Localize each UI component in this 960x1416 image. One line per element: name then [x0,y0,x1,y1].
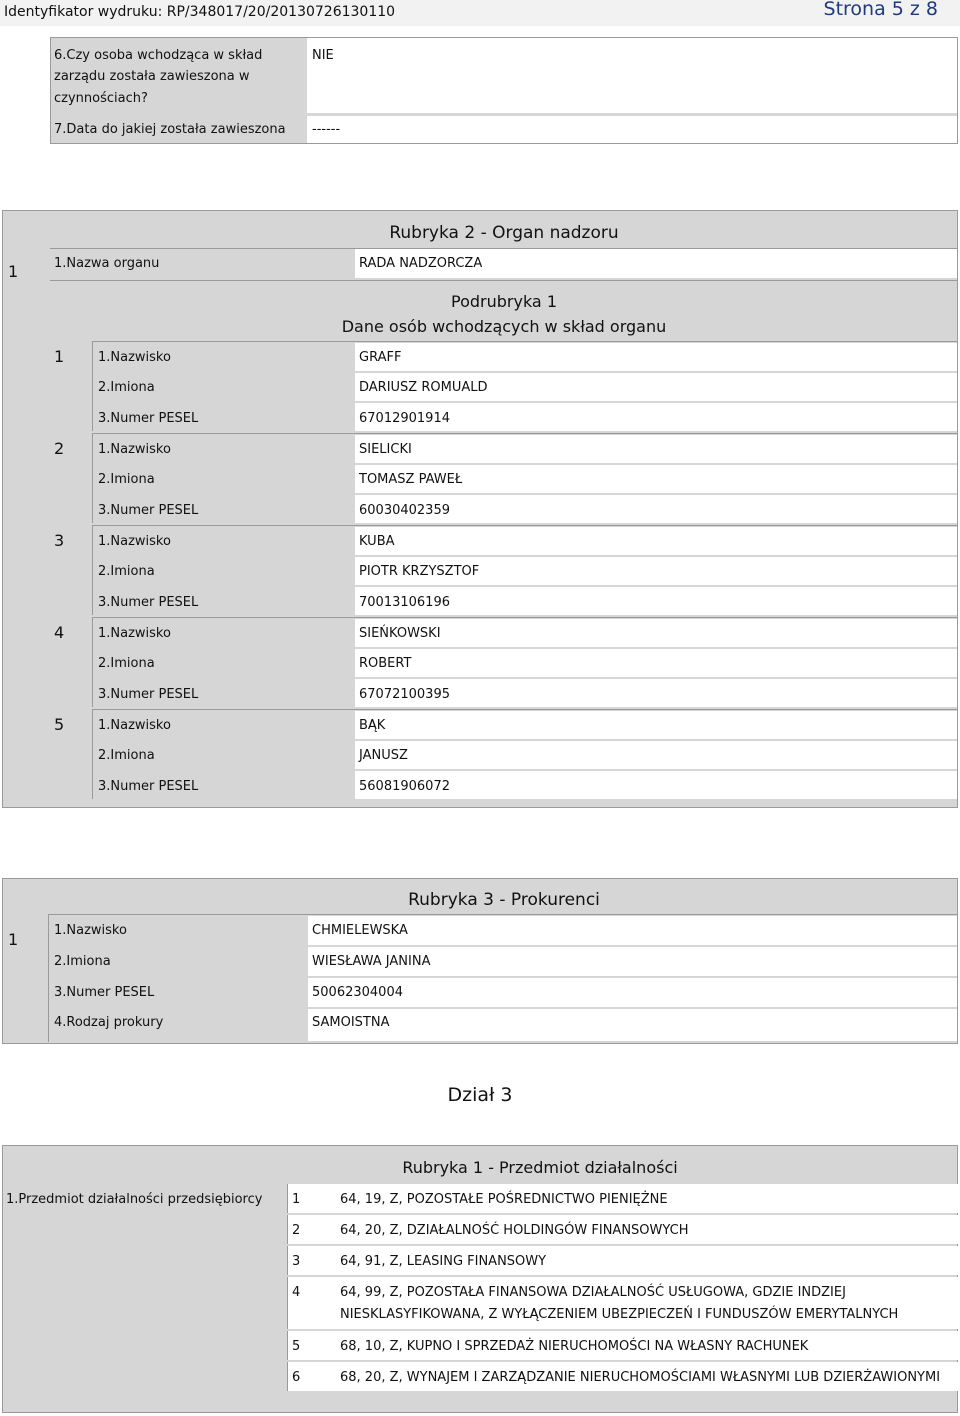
activity-text: 64, 91, Z, LEASING FINANSOWY [340,1254,547,1269]
prok-pesel-cell [308,978,957,1007]
person-surname-label: 1.Nazwisko [98,626,171,641]
q7-value: ------ [312,122,341,137]
person-surname-cell [355,435,957,463]
person-pesel-value: 70013106196 [359,595,450,610]
activity-number: 5 [292,1339,301,1354]
prok-type-cell [308,1009,957,1041]
rubryka2-title: Rubryka 2 - Organ nadzoru [389,223,619,243]
activity-text: 64, 99, Z, POZOSTAŁA FINANSOWA DZIAŁALNOŚĆ USŁUGOWA, GDZIE INDZIEJ [340,1285,846,1300]
person-number: 1 [54,347,65,366]
organ-label: 1.Nazwa organu [54,256,160,271]
activity-number: 4 [292,1285,301,1300]
person-names-value: TOMASZ PAWEŁ [359,472,463,487]
person-names-value: DARIUSZ ROMUALD [359,380,488,395]
person-pesel-value: 67012901914 [359,411,450,426]
person-surname-cell [355,619,957,647]
person-pesel-label: 3.Numer PESEL [98,687,199,702]
activity-text: 68, 10, Z, KUPNO I SPRZEDAŻ NIERUCHOMOŚCI NA WŁASNY RACHUNEK [340,1339,809,1354]
person-names-cell [355,741,957,769]
page-number: Strona 5 z 8 [823,0,938,20]
person-pesel-label: 3.Numer PESEL [98,595,199,610]
person-pesel-value: 67072100395 [359,687,450,702]
print-header [0,0,960,26]
person-surname-value: SIELICKI [359,442,412,457]
person-names-value: ROBERT [359,656,412,671]
person-names-value: PIOTR KRZYSZTOF [359,564,480,579]
prok-pesel-label: 3.Numer PESEL [54,985,155,1000]
prok-names-value: WIESŁAWA JANINA [312,954,431,969]
person-number: 3 [54,531,65,550]
prok-type-label: 4.Rodzaj prokury [54,1015,164,1030]
person-names-value: JANUSZ [359,748,408,763]
person-surname-cell [355,527,957,555]
person-names-label: 2.Imiona [98,656,155,671]
activity-text: 64, 19, Z, POZOSTAŁE POŚREDNICTWO PIENIĘŻNE [340,1192,668,1207]
prok-surname-label: 1.Nazwisko [54,923,127,938]
rubryka3-title: Rubryka 3 - Prokurenci [408,890,600,910]
rubryka2-number: 1 [8,262,19,281]
person-names-label: 2.Imiona [98,472,155,487]
podrubryka1-title-line2: Dane osób wchodzących w skład organu [341,317,667,336]
q7-value-cell [307,116,957,143]
person-surname-value: GRAFF [359,350,402,365]
podrubryka1-title-line1: Podrubryka 1 [451,292,557,311]
person-number: 2 [54,439,65,458]
prok-names-label: 2.Imiona [54,954,111,969]
q7-label: 7.Data do jakiej została zawieszona [54,122,286,137]
person-pesel-label: 3.Numer PESEL [98,503,199,518]
person-surname-value: SIEŃKOWSKI [359,626,441,641]
dzial3-rubryka1-title: Rubryka 1 - Przedmiot działalności [402,1158,678,1177]
activity-number: 2 [292,1223,301,1238]
person-number: 5 [54,715,65,734]
person-surname-cell [355,711,957,739]
dzial3-title: Dział 3 [447,1084,513,1106]
activity-text-continued: NIESKLASYFIKOWANA, Z WYŁĄCZENIEM UBEZPIECZEŃ I FUNDUSZÓW EMERYTALNYCH [340,1307,899,1322]
person-pesel-value: 60030402359 [359,503,450,518]
person-surname-label: 1.Nazwisko [98,350,171,365]
q6-label-line3: czynnościach? [54,91,148,106]
person-surname-label: 1.Nazwisko [98,718,171,733]
person-names-cell [355,649,957,677]
organ-value: RADA NADZORCZA [359,256,483,271]
person-names-label: 2.Imiona [98,564,155,579]
print-id: Identyfikator wydruku: RP/348017/20/20130726130110 [4,4,396,20]
rubryka3-number: 1 [8,930,19,949]
person-names-label: 2.Imiona [98,748,155,763]
person-surname-value: KUBA [359,534,395,549]
activity-number: 1 [292,1192,301,1207]
person-number: 4 [54,623,65,642]
prok-type-value: SAMOISTNA [312,1015,390,1030]
person-surname-value: BĄK [359,718,386,733]
activity-text: 68, 20, Z, WYNAJEM I ZARZĄDZANIE NIERUCHOMOŚCIAMI WŁASNYMI LUB DZIERŻAWIONYMI [340,1370,941,1385]
person-pesel-label: 3.Numer PESEL [98,411,199,426]
prok-pesel-value: 50062304004 [312,985,403,1000]
q6-label-line1: 6.Czy osoba wchodząca w skład [54,48,263,63]
person-surname-label: 1.Nazwisko [98,442,171,457]
person-names-label: 2.Imiona [98,380,155,395]
prok-surname-value: CHMIELEWSKA [312,923,408,938]
activity-number: 3 [292,1254,301,1269]
q6-value: NIE [312,48,334,63]
person-surname-label: 1.Nazwisko [98,534,171,549]
q6-value-cell [307,38,957,113]
person-pesel-label: 3.Numer PESEL [98,779,199,794]
activity-number: 6 [292,1370,301,1385]
q6-label-line2: zarządu została zawieszona w [54,69,250,84]
activity-label: 1.Przedmiot działalności przedsiębiorcy [6,1192,263,1207]
person-surname-cell [355,343,957,371]
person-pesel-value: 56081906072 [359,779,450,794]
activity-text: 64, 20, Z, DZIAŁALNOŚĆ HOLDINGÓW FINANSOWYCH [340,1223,689,1238]
